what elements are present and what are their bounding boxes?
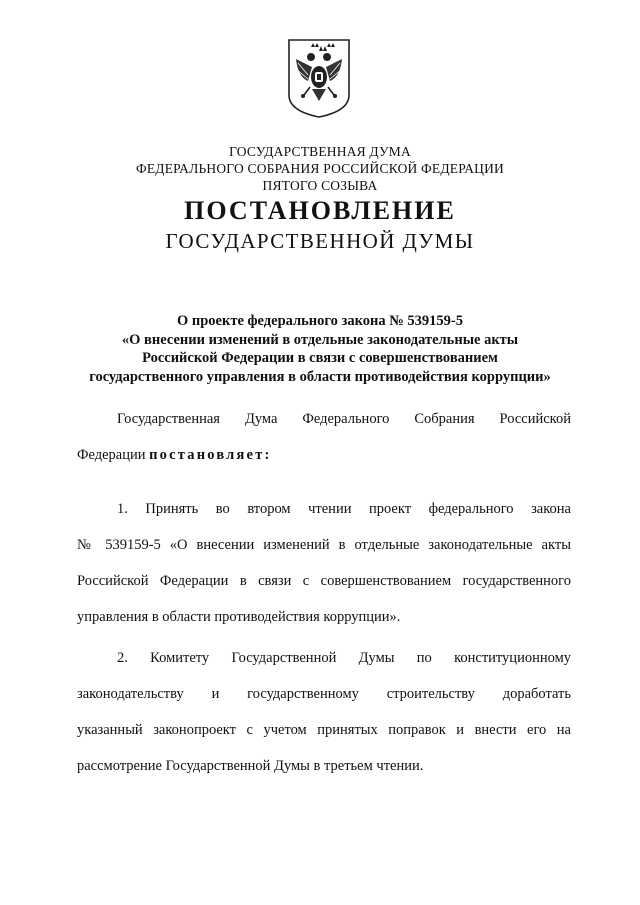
preamble-paragraph (77, 410, 571, 482)
resolution-subject (0, 312, 640, 386)
paragraph-line: Государственная Дума Федерального Собрания Российской (117, 411, 571, 427)
subject-line: государственного управления в области противодействия коррупции» (89, 368, 551, 385)
issuer-line: ГОСУДАРСТВЕННАЯ ДУМА (229, 144, 411, 159)
paragraph-line: 2. Комитету Государственной Думы по конституционному (117, 650, 571, 666)
issuer-line: ФЕДЕРАЛЬНОГО СОБРАНИЯ РОССИЙСКОЙ ФЕДЕРАЦИИ (136, 161, 504, 176)
paragraph-line: рассмотрение Государственной Думы в третьем чтении. (77, 758, 424, 774)
subject-line: Российской Федерации в связи с совершенствованием (142, 350, 498, 366)
paragraph-line: законодательству и государственному строительству доработать (77, 686, 571, 702)
subject-line: «О внесении изменений в отдельные законодательные акты (121, 331, 519, 348)
item-1-paragraph (77, 500, 571, 644)
preamble-prefix: Федерации (77, 447, 150, 463)
document-title: ПОСТАНОВЛЕНИЕ (184, 196, 456, 225)
subject-line: О проекте федерального закона № 539159-5 (176, 313, 464, 329)
issuer-line: ПЯТОГО СОЗЫВА (262, 178, 378, 193)
paragraph-line: Российской Федерации в связи с совершенствованием государственного (77, 573, 571, 589)
document-subtitle: ГОСУДАРСТВЕННОЙ ДУМЫ (165, 229, 475, 253)
paragraph-line (77, 446, 571, 482)
issuer-header (0, 143, 640, 194)
paragraph-line: указанный законопроект с учетом принятых поправок и внести его на (77, 722, 571, 738)
paragraph-line: управления в области противодействия коррупции». (77, 609, 401, 625)
resolves-verb: постановляет: (149, 447, 272, 463)
item-2-paragraph (77, 649, 571, 793)
paragraph-line: 1. Принять во втором чтении проект федерального закона (117, 501, 571, 517)
double-headed-eagle-emblem-icon (286, 37, 352, 119)
paragraph-line: № 539159-5 «О внесении изменений в отдельные законодательные акты (77, 537, 571, 553)
